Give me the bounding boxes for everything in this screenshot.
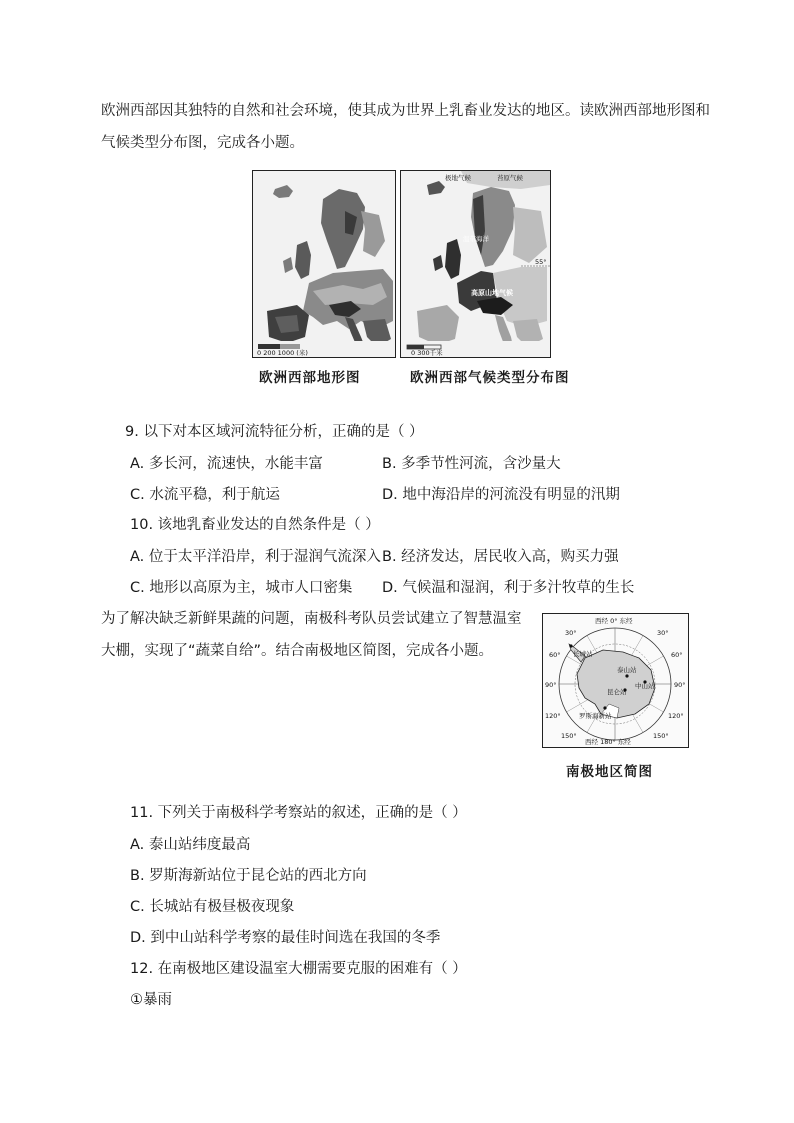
q10-stem: 10. 该地乳畜业发达的自然条件是（ ） (130, 517, 380, 533)
deg-120-west: 120° (545, 712, 561, 720)
antarctica-map (542, 613, 689, 748)
q11-option-c: C. 长城站有极昼极夜现象 (130, 899, 295, 915)
changcheng-station-label: 长城站 (573, 650, 593, 658)
deg-60-east: 60° (671, 651, 683, 659)
luosihai-station-label: 罗斯海新站 (579, 712, 612, 720)
q10-option-b: B. 经济发达，居民收入高，购买力强 (382, 549, 619, 565)
q11-option-d: D. 到中山站科学考察的最佳时间选在我国的冬季 (130, 930, 441, 946)
q12-stem: 12. 在南极地区建设温室大棚需要克服的困难有（ ） (130, 961, 467, 977)
deg-150-east: 150° (653, 732, 669, 740)
climate-scale-label: 0 300千米 (411, 349, 443, 357)
tundra-climate-label: 苔原气候 (497, 174, 523, 182)
q10-option-a: A. 位于太平洋沿岸，利于湿润气流深入 (130, 549, 381, 565)
deg-60-west: 60° (549, 651, 561, 659)
terrain-map-caption: 欧洲西部地形图 (259, 370, 361, 386)
maritime-climate-label: 温带海洋 (463, 235, 489, 243)
q11-option-b: B. 罗斯海新站位于昆仑站的西北方向 (130, 868, 367, 884)
antarctica-map-caption: 南极地区简图 (566, 764, 653, 780)
zhongshan-station-label: 中山站 (635, 682, 655, 690)
q9-option-a: A. 多长河，流速快，水能丰富 (130, 456, 323, 472)
alpine-climate-label: 高原山地气候 (471, 289, 513, 297)
deg-150-west: 150° (561, 732, 577, 740)
deg-120-east: 120° (668, 712, 684, 720)
climate-map-caption: 欧洲西部气候类型分布图 (410, 370, 570, 386)
q12-option-1: ①暴雨 (130, 992, 172, 1008)
q9-stem: 9. 以下对本区域河流特征分析，正确的是（ ） (125, 424, 424, 440)
europe-terrain-map (252, 170, 396, 358)
polar-climate-label: 极地气候 (445, 174, 471, 182)
passage1-line2: 气候类型分布图，完成各小题。 (101, 135, 304, 151)
q9-option-c: C. 水流平稳，利于航运 (130, 487, 280, 503)
lat-55-label: 55° (535, 258, 547, 266)
deg-30-west: 30° (565, 629, 577, 637)
q10-option-d: D. 气候温和湿润，利于多汁牧草的生长 (382, 580, 635, 596)
q11-option-a: A. 泰山站纬度最高 (130, 837, 251, 853)
q10-option-c: C. 地形以高原为主，城市人口密集 (130, 580, 353, 596)
europe-climate-map (400, 170, 551, 358)
map-top-label: 西经 0° 东经 (595, 617, 633, 625)
q11-stem: 11. 下列关于南极科学考察站的叙述，正确的是（ ） (130, 805, 467, 821)
deg-90-east: 90° (674, 681, 686, 689)
deg-90-west: 90° (545, 681, 557, 689)
map-bottom-label: 西经 180° 东经 (585, 738, 631, 746)
passage1-line1: 欧洲西部因其独特的自然和社会环境，使其成为世界上乳畜业发达的地区。读欧洲西部地形图和 (101, 103, 710, 119)
q9-option-b: B. 多季节性河流，含沙量大 (382, 456, 561, 472)
passage2-line2: 大棚，实现了“蔬菜自给”。结合南极地区简图，完成各小题。 (101, 643, 494, 659)
deg-30-east: 30° (657, 629, 669, 637)
taishan-station-label: 泰山站 (617, 666, 637, 674)
q9-option-d: D. 地中海沿岸的河流没有明显的汛期 (382, 487, 620, 503)
terrain-scale-label: 0 200 1000 (米) (257, 349, 308, 357)
passage2-line1: 为了解决缺乏新鲜果蔬的问题，南极科考队员尝试建立了智慧温室 (101, 611, 522, 627)
kunlun-station-label: 昆仑站 (607, 688, 627, 696)
